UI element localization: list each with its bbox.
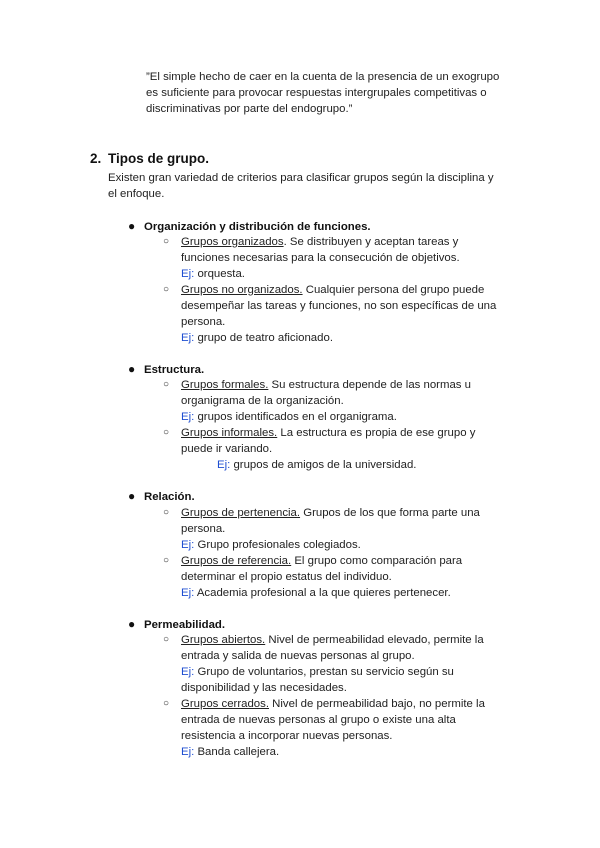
list-item (163, 377, 523, 425)
circle-bullet-icon: ○ (163, 634, 170, 645)
item-text: Nivel de permeabilidad elevado, permite la (265, 634, 484, 646)
term: Grupos informales. (181, 427, 278, 439)
section-title: Tipos de grupo. (108, 151, 209, 166)
example-label: Ej: (181, 539, 195, 551)
item-text: puede ir variando. (181, 443, 273, 455)
category-title: Organización y distribución de funciones. (144, 221, 371, 233)
category-heading (128, 218, 371, 235)
circle-bullet-icon: ○ (163, 284, 170, 295)
list-item (163, 696, 523, 760)
bullet-icon: ● (128, 617, 136, 631)
quote-line: discriminativas por parte del endogrupo.” (146, 103, 353, 115)
list-item (163, 282, 523, 346)
example-text: grupos identificados en el organigrama. (194, 411, 397, 423)
list-item (163, 553, 523, 601)
item-text: Cualquier persona del grupo puede (302, 284, 485, 296)
item-text: Nivel de permeabilidad bajo, no permite la (269, 698, 485, 710)
section-intro (108, 170, 528, 202)
item-text: desempeñar las tareas y funciones, no son específicas de una (181, 300, 497, 312)
term: Grupos organizados (181, 236, 284, 248)
item-text: entrada y salida de nuevas personas al grupo. (181, 650, 415, 662)
category-title: Permeabilidad. (144, 619, 226, 631)
list-item (163, 425, 523, 473)
example-text: disponibilidad y las necesidades. (181, 682, 347, 694)
item-text: funciones necesarias para la consecución de objetivos. (181, 252, 460, 264)
section-heading (90, 150, 209, 168)
item-text: determinar el propio estatus del individuo. (181, 571, 392, 583)
circle-bullet-icon: ○ (163, 236, 170, 247)
example-text: Grupo profesionales colegiados. (194, 539, 361, 551)
term: Grupos formales. (181, 379, 269, 391)
bullet-icon: ● (128, 362, 136, 376)
item-text: organigrama de la organización. (181, 395, 344, 407)
circle-bullet-icon: ○ (163, 555, 170, 566)
example-label: Ej: (181, 411, 195, 423)
example-label: Ej: (181, 666, 195, 678)
item-text: Grupos de los que forma parte una (300, 507, 480, 519)
term: Grupos abiertos. (181, 634, 266, 646)
example-text: Grupo de voluntarios, prestan su servicio según su (194, 666, 454, 678)
category-heading (128, 616, 225, 633)
item-text: . Se distribuyen y aceptan tareas y (283, 236, 459, 248)
list-item (163, 234, 523, 282)
intro-line: Existen gran variedad de criterios para clasificar grupos según la disciplina y (108, 172, 494, 184)
example-text: grupos de amigos de la universidad. (230, 459, 417, 471)
example-text: Academia profesional a la que quieres pertenecer. (194, 587, 451, 599)
circle-bullet-icon: ○ (163, 507, 170, 518)
term: Grupos de pertenencia. (181, 507, 301, 519)
list-item (163, 632, 523, 696)
bullet-icon: ● (128, 489, 136, 503)
example-label: Ej: (181, 746, 195, 758)
category-heading (128, 361, 204, 378)
category-title: Estructura. (144, 364, 205, 376)
item-text: El grupo como comparación para (291, 555, 463, 567)
quote-line: ”El simple hecho de caer en la cuenta de la presencia de un exogrupo (146, 71, 500, 83)
item-text: Su estructura depende de las normas u (268, 379, 471, 391)
intro-line: el enfoque. (108, 188, 165, 200)
example-label: Ej: (181, 332, 195, 344)
item-text: persona. (181, 316, 226, 328)
item-text: resistencia a incorporar nuevas personas. (181, 730, 393, 742)
section-number: 2. (90, 151, 102, 166)
bullet-icon: ● (128, 219, 136, 233)
example-text: orquesta. (194, 268, 245, 280)
example-label: Ej: (217, 459, 231, 471)
circle-bullet-icon: ○ (163, 698, 170, 709)
circle-bullet-icon: ○ (163, 427, 170, 438)
example-text: grupo de teatro aficionado. (194, 332, 333, 344)
example-label: Ej: (181, 268, 195, 280)
category-title: Relación. (144, 491, 195, 503)
item-text: La estructura es propia de ese grupo y (277, 427, 476, 439)
term: Grupos no organizados. (181, 284, 303, 296)
item-text: persona. (181, 523, 226, 535)
example-label: Ej: (181, 587, 195, 599)
category-heading (128, 488, 195, 505)
quote-block (146, 69, 526, 117)
list-item (163, 505, 523, 553)
quote-line: es suficiente para provocar respuestas intergrupales competitivas o (146, 87, 487, 99)
term: Grupos cerrados. (181, 698, 269, 710)
circle-bullet-icon: ○ (163, 379, 170, 390)
item-text: entrada de nuevas personas al grupo o existe una alta (181, 714, 456, 726)
term: Grupos de referencia. (181, 555, 292, 567)
example-text: Banda callejera. (194, 746, 280, 758)
